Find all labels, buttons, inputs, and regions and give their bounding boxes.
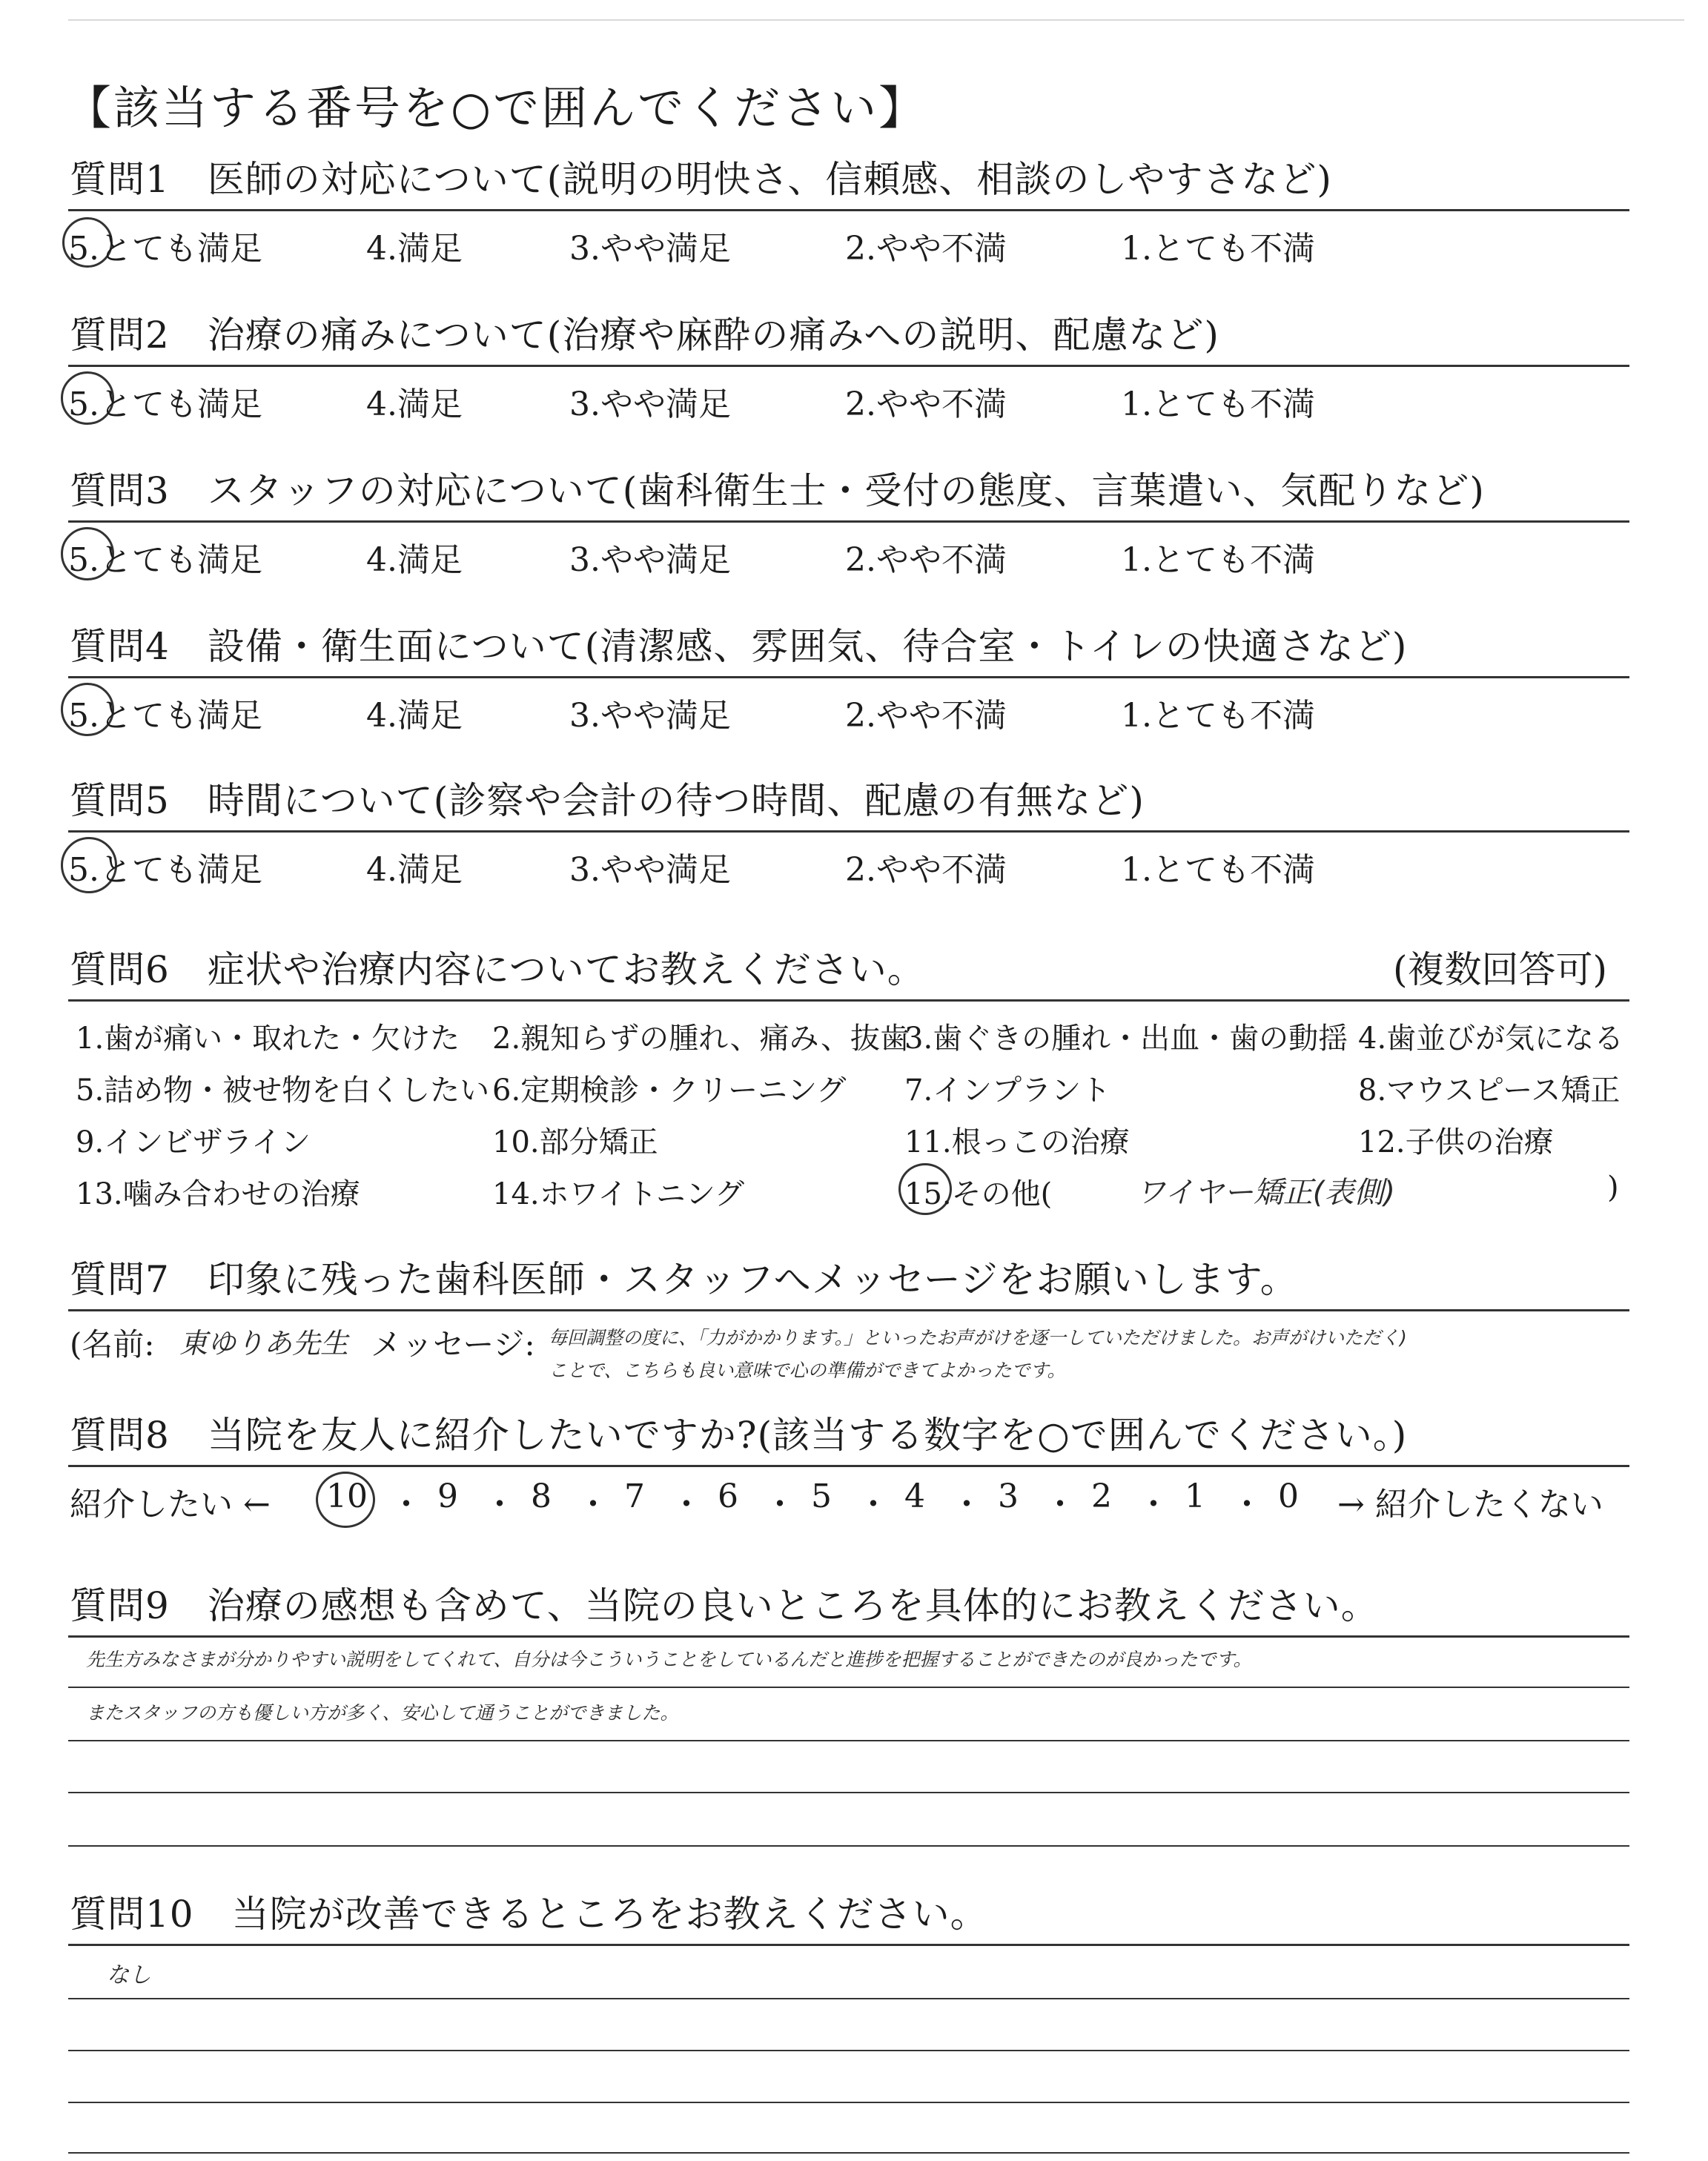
option-2[interactable]: 2.親知らずの腫れ、痛み、抜歯 bbox=[492, 1022, 910, 1056]
option-7[interactable]: 7.インプラント bbox=[904, 1073, 1111, 1108]
score-1[interactable]: 1 bbox=[1185, 1477, 1205, 1515]
score-separator: ・ bbox=[950, 1486, 983, 1523]
message-line-1: 毎回調整の度に、「力がかかります。」といったお声がけを逐一していただけました。お声がけいただく) bbox=[549, 1327, 1407, 1348]
question-3-title: 質問3 スタッフの対応について(歯科衛生士・受付の態度、言葉遣い、気配りなど) bbox=[70, 469, 1485, 512]
option-5[interactable]: 5.詰め物・被せ物を白くしたい bbox=[76, 1073, 490, 1108]
score-separator: ・ bbox=[390, 1486, 423, 1523]
question-10-header bbox=[68, 1880, 1629, 1946]
option-somewhat-dissatisfied[interactable]: 2.やや不満 bbox=[845, 541, 1007, 579]
question-4-options bbox=[68, 678, 1629, 738]
question-2-header bbox=[68, 301, 1629, 367]
option-somewhat-satisfied[interactable]: 3.やや満足 bbox=[569, 541, 731, 579]
score-3[interactable]: 3 bbox=[998, 1477, 1019, 1515]
option-very-satisfied[interactable]: 5.とても満足 bbox=[68, 541, 262, 579]
option-8[interactable]: 8.マウスピース矯正 bbox=[1358, 1073, 1621, 1108]
name-label: (名前: bbox=[70, 1326, 155, 1363]
score-separator: ・ bbox=[483, 1486, 516, 1523]
name-value: 東ゆりあ先生 bbox=[179, 1327, 349, 1360]
question-8 bbox=[68, 1401, 1629, 1526]
question-6-title: 質問6 症状や治療内容についてお教えください。 bbox=[70, 948, 925, 991]
option-somewhat-dissatisfied[interactable]: 2.やや不満 bbox=[845, 851, 1007, 889]
option-11[interactable]: 11.根っこの治療 bbox=[904, 1125, 1130, 1159]
answer-rule bbox=[68, 1687, 1629, 1688]
question-4 bbox=[68, 612, 1629, 738]
multiple-answers-note: (複数回答可) bbox=[1392, 948, 1607, 991]
option-satisfied[interactable]: 4.満足 bbox=[366, 851, 463, 889]
option-very-dissatisfied[interactable]: 1.とても不満 bbox=[1121, 851, 1315, 889]
other-close-paren: ) bbox=[1607, 1171, 1619, 1205]
question-7-header bbox=[68, 1245, 1629, 1311]
score-separator: ・ bbox=[1231, 1486, 1263, 1523]
answer-rule bbox=[68, 1998, 1629, 1999]
question-1-title: 質問1 医師の対応について(説明の明快さ、信頼感、相談のしやすさなど) bbox=[70, 158, 1332, 201]
answer-rule bbox=[68, 2050, 1629, 2051]
score-8[interactable]: 8 bbox=[531, 1477, 552, 1515]
option-satisfied[interactable]: 4.満足 bbox=[366, 230, 463, 268]
score-separator: ・ bbox=[577, 1486, 609, 1523]
question-2 bbox=[68, 301, 1629, 426]
message-line-2: ことで、こちらも良い意味で心の準備ができてよかったです。 bbox=[549, 1360, 1066, 1381]
question-10-title: 質問10 当院が改善できるところをお教えください。 bbox=[70, 1893, 988, 1936]
question-9-header bbox=[68, 1572, 1629, 1638]
score-0[interactable]: 0 bbox=[1278, 1477, 1299, 1515]
question-3 bbox=[68, 457, 1629, 582]
question-8-header bbox=[68, 1401, 1629, 1467]
page-title: 【該当する番号を○で囲んでください】 bbox=[65, 81, 927, 135]
answer-rule bbox=[68, 2152, 1629, 2154]
score-separator: ・ bbox=[1137, 1486, 1170, 1523]
option-satisfied[interactable]: 4.満足 bbox=[366, 541, 463, 579]
option-satisfied[interactable]: 4.満足 bbox=[366, 385, 463, 423]
answer-rule bbox=[68, 1845, 1629, 1847]
option-very-satisfied[interactable]: 5.とても満足 bbox=[68, 697, 262, 735]
score-separator: ・ bbox=[857, 1486, 890, 1523]
other-handwritten-answer: ワイヤー矯正(表側) bbox=[1136, 1176, 1396, 1210]
score-separator: ・ bbox=[670, 1486, 703, 1523]
score-5[interactable]: 5 bbox=[811, 1477, 832, 1515]
option-very-satisfied[interactable]: 5.とても満足 bbox=[68, 851, 262, 889]
question-1-header bbox=[68, 145, 1629, 211]
question-3-options bbox=[68, 523, 1629, 582]
answer-rule bbox=[68, 1740, 1629, 1741]
score-6[interactable]: 6 bbox=[718, 1477, 738, 1515]
question-5-title: 質問5 時間について(診察や会計の待つ時間、配慮の有無など) bbox=[70, 779, 1145, 822]
question-7-title: 質問7 印象に残った歯科医師・スタッフへメッセージをお願いします。 bbox=[70, 1258, 1298, 1301]
score-7[interactable]: 7 bbox=[624, 1477, 645, 1515]
question-1 bbox=[68, 145, 1629, 271]
option-somewhat-dissatisfied[interactable]: 2.やや不満 bbox=[845, 385, 1007, 423]
score-4[interactable]: 4 bbox=[904, 1477, 925, 1515]
option-10[interactable]: 10.部分矯正 bbox=[492, 1125, 658, 1159]
option-satisfied[interactable]: 4.満足 bbox=[366, 697, 463, 735]
option-somewhat-dissatisfied[interactable]: 2.やや不満 bbox=[845, 230, 1007, 268]
question-8-title: 質問8 当院を友人に紹介したいですか?(該当する数字を○で囲んでください。) bbox=[70, 1414, 1408, 1457]
option-4[interactable]: 4.歯並びが気になる bbox=[1358, 1022, 1624, 1056]
option-9[interactable]: 9.インビザライン bbox=[76, 1125, 311, 1159]
option-3[interactable]: 3.歯ぐきの腫れ・出血・歯の動揺 bbox=[904, 1022, 1348, 1056]
question-8-scale bbox=[68, 1467, 1629, 1526]
answer-line-1: 先生方みなさまが分かりやすい説明をしてくれて、自分は今こういうことをしているんだと進捗を把握することができたのが良かったです。 bbox=[86, 1649, 1252, 1670]
answer-rule bbox=[68, 2102, 1629, 2103]
question-5-header bbox=[68, 767, 1629, 833]
question-4-header bbox=[68, 612, 1629, 678]
top-border bbox=[68, 19, 1684, 21]
score-9[interactable]: 9 bbox=[437, 1477, 458, 1515]
question-2-options bbox=[68, 367, 1629, 426]
question-5 bbox=[68, 767, 1629, 892]
answer-rule bbox=[68, 1792, 1629, 1793]
recommend-label: 紹介したい ← bbox=[70, 1486, 271, 1523]
score-2[interactable]: 2 bbox=[1091, 1477, 1112, 1515]
question-5-options bbox=[68, 833, 1629, 892]
option-somewhat-satisfied[interactable]: 3.やや満足 bbox=[569, 230, 731, 268]
option-very-satisfied[interactable]: 5.とても満足 bbox=[68, 230, 262, 268]
question-2-title: 質問2 治療の痛みについて(治療や麻酔の痛みへの説明、配慮など) bbox=[70, 314, 1219, 357]
question-4-title: 質問4 設備・衛生面について(清潔感、雰囲気、待合室・トイレの快適さなど) bbox=[70, 625, 1408, 668]
question-6-options bbox=[68, 1002, 1629, 1217]
question-9-title: 質問9 治療の感想も含めて、当院の良いところを具体的にお教えください。 bbox=[70, 1584, 1379, 1627]
option-14[interactable]: 14.ホワイトニング bbox=[492, 1177, 745, 1211]
question-10 bbox=[68, 1880, 1629, 2161]
option-very-satisfied[interactable]: 5.とても満足 bbox=[68, 385, 262, 423]
option-15-other[interactable]: 15.その他( bbox=[904, 1177, 1053, 1211]
option-6[interactable]: 6.定期検診・クリーニング bbox=[492, 1073, 847, 1108]
option-very-dissatisfied[interactable]: 1.とても不満 bbox=[1121, 541, 1315, 579]
question-6 bbox=[68, 936, 1629, 1217]
option-somewhat-satisfied[interactable]: 3.やや満足 bbox=[569, 385, 731, 423]
option-somewhat-dissatisfied[interactable]: 2.やや不満 bbox=[845, 697, 1007, 735]
option-somewhat-satisfied[interactable]: 3.やや満足 bbox=[569, 851, 731, 889]
score-10[interactable]: 10 bbox=[326, 1477, 368, 1515]
not-recommend-label: → 紹介したくない bbox=[1337, 1486, 1603, 1523]
answer-line-1: なし bbox=[107, 1962, 151, 1988]
option-12[interactable]: 12.子供の治療 bbox=[1358, 1125, 1554, 1159]
score-separator: ・ bbox=[1044, 1486, 1076, 1523]
option-somewhat-satisfied[interactable]: 3.やや満足 bbox=[569, 697, 731, 735]
question-6-header bbox=[68, 936, 1629, 1002]
question-3-header bbox=[68, 457, 1629, 523]
option-very-dissatisfied[interactable]: 1.とても不満 bbox=[1121, 697, 1315, 735]
question-1-options bbox=[68, 211, 1629, 271]
option-1[interactable]: 1.歯が痛い・取れた・欠けた bbox=[76, 1022, 460, 1056]
question-10-answer-area bbox=[68, 1946, 1629, 2161]
message-label: メッセージ: bbox=[371, 1326, 535, 1363]
score-separator: ・ bbox=[764, 1486, 796, 1523]
answer-line-2: またスタッフの方も優しい方が多く、安心して通うことができました。 bbox=[86, 1702, 679, 1724]
option-13[interactable]: 13.噛み合わせの治療 bbox=[76, 1177, 360, 1211]
question-7 bbox=[68, 1245, 1629, 1393]
question-7-message-area bbox=[68, 1311, 1629, 1393]
option-very-dissatisfied[interactable]: 1.とても不満 bbox=[1121, 230, 1315, 268]
option-very-dissatisfied[interactable]: 1.とても不満 bbox=[1121, 385, 1315, 423]
